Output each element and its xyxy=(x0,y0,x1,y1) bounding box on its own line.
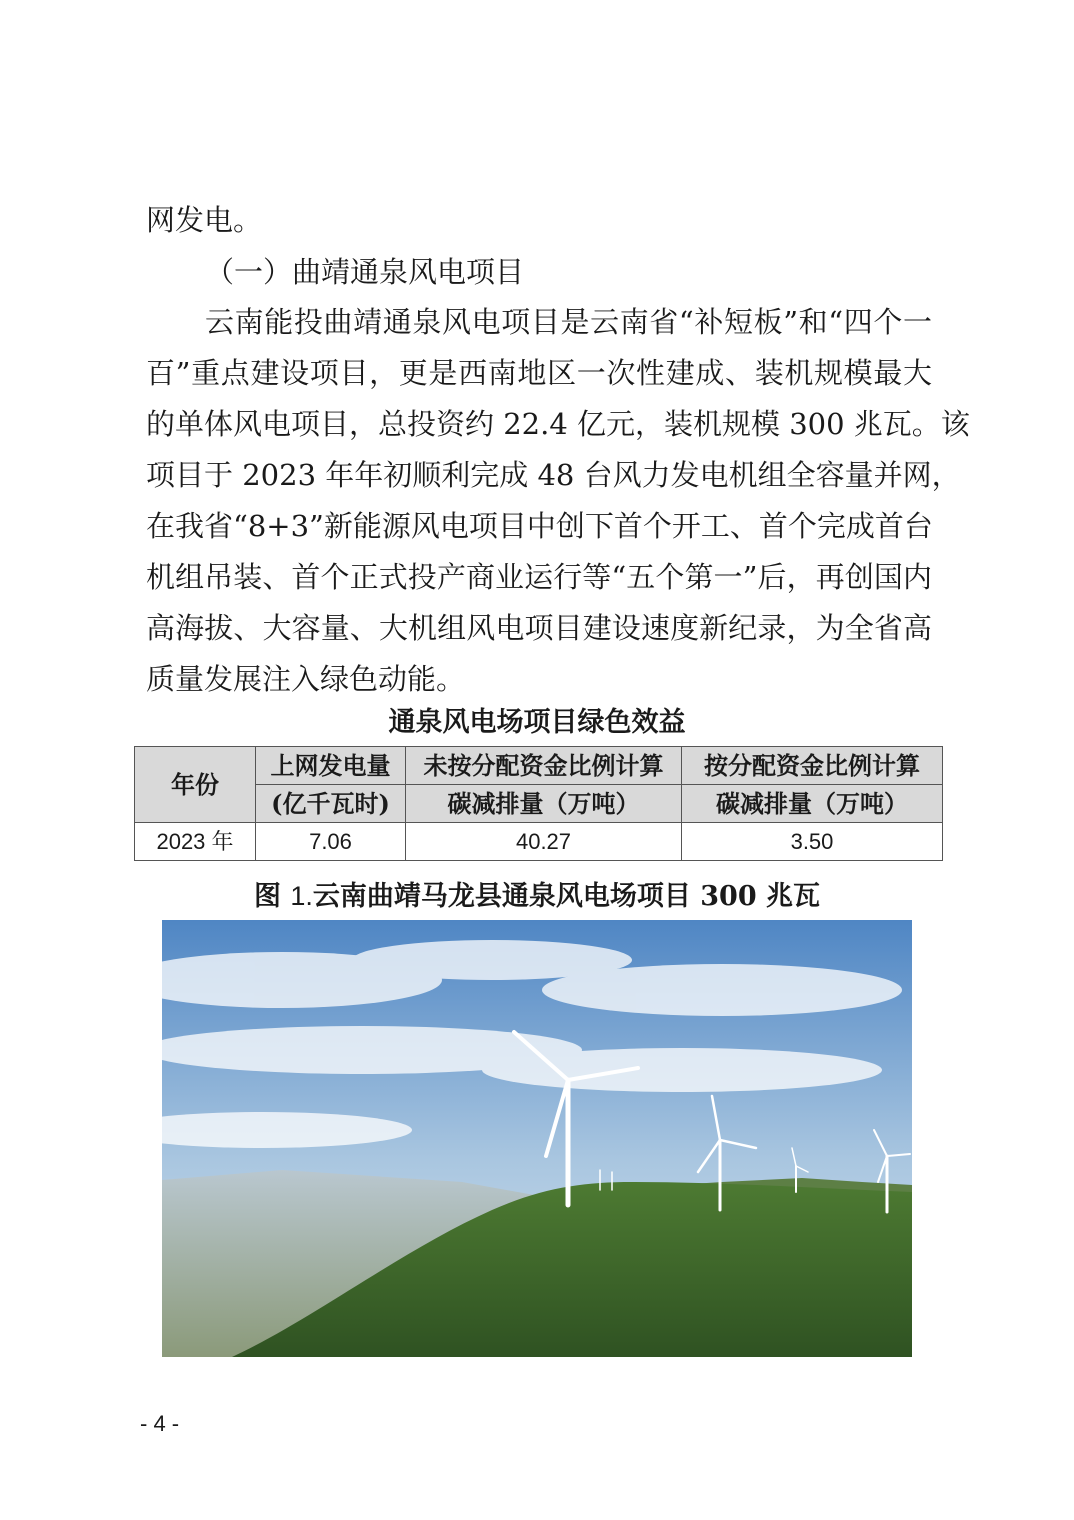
paragraph-line: 百”重点建设项目，更是西南地区一次性建成、装机规模最大 xyxy=(146,356,932,390)
table-header-row xyxy=(135,747,943,785)
figure-caption-prefix: 图 xyxy=(253,881,291,912)
paragraph-line: 项目于 2023 年年初顺利完成 48 台风力发电机组全容量并网， xyxy=(146,458,961,492)
wind-farm-photo xyxy=(162,920,912,1357)
figure-caption-number: 1. xyxy=(290,881,313,911)
header-power-unit: (亿千瓦时) xyxy=(256,785,406,823)
paragraph-line: 的单体风电项目，总投资约 22.4 亿元，装机规模 300 兆瓦。该 xyxy=(146,407,970,441)
figure-caption xyxy=(0,876,1074,917)
header-unallocated-unit: 碳减排量（万吨） xyxy=(406,785,682,823)
section-heading: （一）曲靖通泉风电项目 xyxy=(205,255,525,289)
paragraph-line: 质量发展注入绿色动能。 xyxy=(146,662,466,696)
green-benefit-table xyxy=(134,746,943,861)
table-row xyxy=(135,823,943,861)
header-unallocated: 未按分配资金比例计算 xyxy=(406,747,682,785)
paragraph-line: 高海拔、大容量、大机组风电项目建设速度新纪录，为全省高 xyxy=(146,611,932,645)
cell-year: 2023 年 xyxy=(135,823,256,861)
table-title: 通泉风电场项目绿色效益 xyxy=(388,707,686,738)
header-allocated: 按分配资金比例计算 xyxy=(682,747,943,785)
paragraph-line: 机组吊装、首个正式投产商业运行等“五个第一”后，再创国内 xyxy=(146,560,932,594)
body-continuation-line: 网发电。 xyxy=(146,203,263,237)
header-allocated-unit: 碳减排量（万吨） xyxy=(682,785,943,823)
header-year: 年份 xyxy=(135,747,256,823)
figure-caption-text: 云南曲靖马龙县通泉风电场项目 300 兆瓦 xyxy=(312,881,821,912)
cell-power: 7.06 xyxy=(256,823,406,861)
paragraph-line: 云南能投曲靖通泉风电项目是云南省“补短板”和“四个一 xyxy=(205,305,932,339)
header-power: 上网发电量 xyxy=(256,747,406,785)
cell-unallocated: 40.27 xyxy=(406,823,682,861)
cell-allocated: 3.50 xyxy=(682,823,943,861)
page-number: - 4 - xyxy=(140,1411,180,1436)
table-subheader-row xyxy=(135,785,943,823)
paragraph-line: 在我省“8+3”新能源风电项目中创下首个开工、首个完成首台 xyxy=(146,509,933,543)
